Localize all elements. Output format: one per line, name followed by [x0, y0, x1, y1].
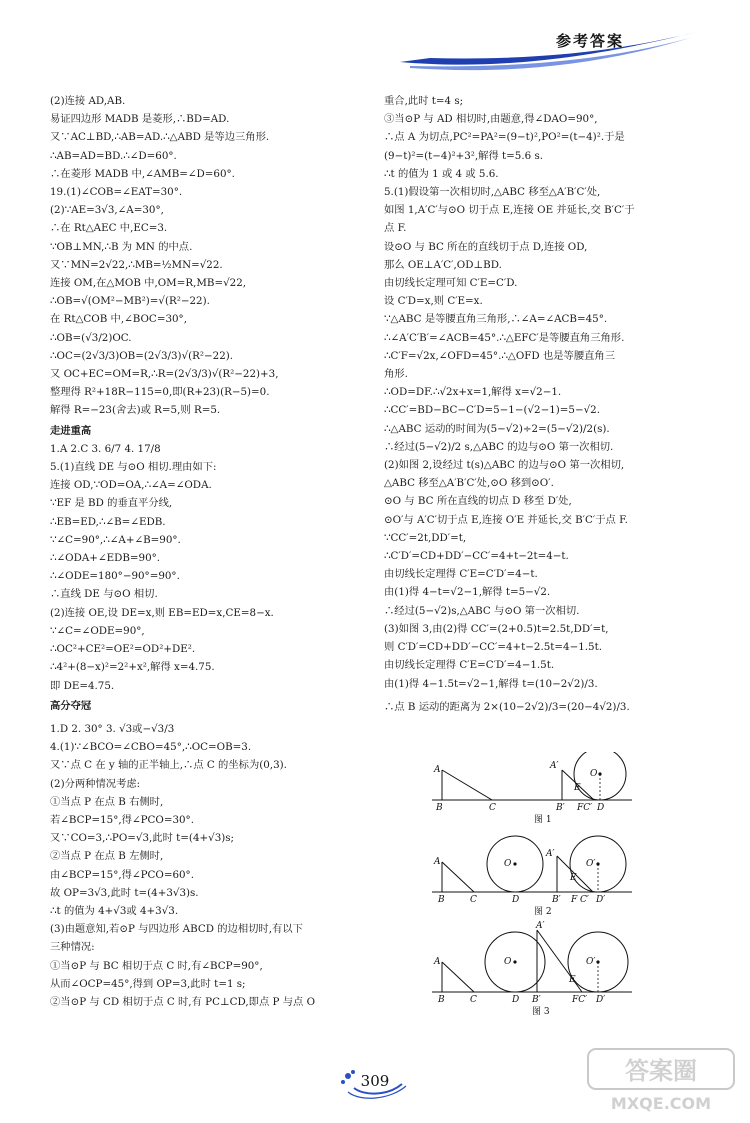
- right-text-line: ∴C′F=√2x,∠OFD=45°.∴△OFD 也是等腰直角三: [384, 349, 616, 362]
- left-text-line: ∴OC²+CE²=OE²=OD²+DE².: [50, 643, 196, 656]
- left-text-line: 故 OP=3√3,此时 t=(4+3√3)s.: [50, 886, 199, 899]
- left-text-line: ∴OB=(√3/2)OC.: [50, 331, 132, 344]
- fig1-caption: 图 1: [534, 815, 552, 825]
- right-text-line: 5.(1)假设第一次相切时,△ABC 移至△A′B′C′处,: [384, 186, 601, 199]
- fig3-label-a: A: [434, 957, 441, 967]
- watermark-bottom-text: MXQE.COM: [610, 1094, 712, 1113]
- figures-group: [432, 752, 632, 1052]
- fig3-label-d: D: [512, 995, 520, 1005]
- page-number: 309: [360, 1072, 390, 1090]
- left-text-line: 1.A 2.C 3. 6/7 4. 17/8: [50, 442, 161, 455]
- right-text-line: ∴OD=DF.∴√2x+x=1,解得 x=√2−1.: [384, 386, 562, 399]
- left-text-line: 三种情况:: [50, 941, 95, 954]
- left-text-line: ∴在菱形 MADB 中,∠AMB=∠D=60°.: [50, 167, 235, 180]
- right-text-line: (9−t)²=(t−4)²+3²,解得 t=5.6 s.: [384, 149, 544, 162]
- fig1-label-a-prime: A′: [550, 761, 559, 771]
- fig1-label-e: E: [574, 783, 581, 793]
- left-text-line: ①当⊙P 与 BC 相切于点 C 时,有∠BCP=90°,: [50, 959, 263, 972]
- left-text-line: ②当点 P 在点 B 左侧时,: [50, 850, 164, 863]
- fig1-label-o: O: [590, 769, 598, 779]
- fig2-label-o: O: [504, 859, 512, 869]
- fig1-label-c: C: [489, 803, 496, 813]
- left-text-line: 又 OC+EC=OM=R,∴R=(2√3/3)√(R²−22)+3,: [50, 368, 279, 381]
- left-text-line: 1.D 2. 30° 3. √3或−√3/3: [50, 722, 175, 735]
- left-text-line: 又∵CO=3,∴PO=√3,此时 t=(4+√3)s;: [50, 832, 235, 845]
- right-text-line: (3)如图 3,由(2)得 CC′=(2+0.5)t=2.5t,DD′=t,: [384, 622, 609, 635]
- right-text-line: ③当⊙P 与 AD 相切时,由题意,得∠DAO=90°,: [384, 113, 598, 126]
- left-text-line: (2)连接 OE,设 DE=x,则 EB=ED=x,CE=8−x.: [50, 606, 274, 619]
- left-text-line: 易证四边形 MADB 是菱形,∴BD=AD.: [50, 113, 230, 126]
- header-swoosh-decoration: [400, 28, 700, 74]
- left-text-line: 整理得 R²+18R−115=0,即(R+23)(R−5)=0.: [50, 386, 270, 399]
- fig1-label-d: D: [597, 803, 605, 813]
- left-text-line: ∴OB=√(OM²−MB²)=√(R²−22).: [50, 295, 210, 308]
- left-text-line: 又∵MN=2√22,∴MB=½MN=√22.: [50, 258, 223, 271]
- right-text-line: 角形.: [384, 368, 408, 381]
- fig2-label-c-prime: C′: [580, 895, 589, 905]
- page-number-badge: [340, 1066, 410, 1102]
- fig1-label-a: A: [434, 765, 441, 775]
- right-text-line: (2)如图 2,设经过 t(s)△ABC 的边与⊙O 第一次相切,: [384, 459, 625, 472]
- right-text-line: 重合,此时 t=4 s;: [384, 95, 464, 107]
- left-section-heading: 高分夺冠: [50, 699, 92, 712]
- left-text-line: ∵∠C=90°,∴∠A+∠B=90°.: [50, 533, 181, 546]
- right-text-line: ∴∠A′C′B′=∠ACB=45°.∴△EFC′是等腰直角三角形.: [384, 331, 625, 344]
- fig3-label-b-prime: B′: [532, 995, 541, 1005]
- fig1-label-fc: FC′: [577, 803, 593, 813]
- left-text-line: ∴OC=(2√3/3)OB=(2√3/3)√(R²−22).: [50, 349, 234, 362]
- watermark-logo: [586, 1045, 736, 1115]
- left-text-line: 从而∠OCP=45°,得到 OP=3,此时 t=1 s;: [50, 977, 246, 990]
- right-text-line: 由(1)得 4−1.5t=√2−1,解得 t=(10−2√2)/3.: [384, 677, 598, 690]
- left-text-line: 4.(1)∵∠BCO=∠CBO=45°,∴OC=OB=3.: [50, 741, 252, 754]
- right-text-line: ∴△ABC 运动的时间为(5−√2)÷2=(5−√2)/2(s).: [384, 422, 610, 435]
- figure-2: [432, 836, 632, 917]
- left-text-line: ∴∠ODA+∠EDB=90°.: [50, 552, 161, 565]
- fig3-label-fc: FC′: [572, 995, 588, 1005]
- fig3-label-e: E: [569, 975, 576, 985]
- left-text-line: 又∵AC⊥BD,∴AB=AD.∴△ABD 是等边三角形.: [50, 131, 270, 144]
- right-text-line: 由切线长定理可知 C′E=C′D.: [384, 277, 518, 290]
- left-text-line: 19.(1)∠COB=∠EAT=30°.: [50, 186, 183, 199]
- left-text-line: (2)∵AE=3√3,∠A=30°,: [50, 204, 164, 217]
- fig2-label-e: E: [570, 873, 577, 883]
- left-text-line: ∴∠ODE=180°−90°=90°.: [50, 570, 180, 583]
- right-text-line: ∵CC′=2t,DD′=t,: [384, 531, 467, 544]
- fig2-caption: 图 2: [534, 907, 552, 917]
- left-text-line: 连接 OD,∵OD=OA,∴∠A=∠ODA.: [50, 479, 212, 492]
- right-column: [384, 92, 714, 716]
- right-text-line: 如图 1,A′C′与⊙O 切于点 E,连接 OE 并延长,交 B′C′于: [384, 204, 635, 217]
- right-text-line: ∴点 B 运动的距离为 2×(10−2√2)/3=(20−4√2)/3.: [384, 700, 630, 713]
- right-text-line: 则 C′D′=CD+DD′−CC′=4+t−2.5t=4−1.5t.: [384, 641, 603, 654]
- fig2-label-f: F: [571, 895, 578, 905]
- left-text-line: ∴t 的值为 4+√3或 4+3√3.: [50, 904, 179, 917]
- fig2-label-a: A: [434, 857, 441, 867]
- figure-1: [432, 752, 632, 825]
- fig1-label-b-prime: B′: [556, 803, 565, 813]
- fig2-label-d: D: [512, 895, 520, 905]
- left-text-line: 即 DE=4.75.: [50, 679, 115, 692]
- left-text-line: ∵OB⊥MN,∴B 为 MN 的中点.: [50, 240, 193, 253]
- left-text-line: 又∵点 C 在 y 轴的正半轴上,∴点 C 的坐标为(0,3).: [50, 759, 287, 772]
- left-text-line: ∴直线 DE 与⊙O 相切.: [50, 588, 158, 601]
- left-text-line: ∴4²+(8−x)²=2²+x²,解得 x=4.75.: [50, 661, 215, 674]
- left-text-line: ∵EF 是 BD 的垂直平分线,: [50, 497, 173, 510]
- right-text-line: 由切线长定理得 C′E=C′D′=4−1.5t.: [384, 659, 555, 672]
- right-text-line: ∵△ABC 是等腰直角三角形,∴∠A=∠ACB=45°.: [384, 313, 608, 326]
- right-text-line: ∴t 的值为 1 或 4 或 5.6.: [384, 167, 499, 180]
- fig2-label-b-prime: B′: [552, 895, 561, 905]
- left-text-line: ∴AB=AD=BD.∴∠D=60°.: [50, 149, 177, 162]
- left-text-line: ∵∠C=∠ODE=90°,: [50, 624, 145, 637]
- left-text-line: ②当⊙P 与 CD 相切于点 C 时,有 PC⊥CD,即点 P 与点 O: [50, 995, 316, 1008]
- fig3-label-o: O: [504, 957, 512, 967]
- fig1-label-b: B: [436, 803, 443, 813]
- fig3-label-o-prime: O′: [586, 957, 596, 967]
- fig3-caption: 图 3: [532, 1007, 550, 1017]
- left-text-line: 由∠BCP=15°,得∠PCO=60°.: [50, 868, 194, 881]
- left-text-line: 在 Rt△COB 中,∠BOC=30°,: [50, 313, 187, 326]
- right-text-line: ∴CC′=BD−BC−C′D=5−1−(√2−1)=5−√2.: [384, 404, 600, 417]
- left-column: [50, 92, 375, 1011]
- left-text-line: 连接 OM,在△MOB 中,OM=R,MB=√22,: [50, 277, 247, 290]
- fig3-label-c: C: [470, 995, 477, 1005]
- left-text-line: 若∠BCP=15°,得∠PCO=30°.: [50, 813, 194, 826]
- left-text-line: (2)分两种情况考虑:: [50, 777, 141, 790]
- fig2-label-c: C: [470, 895, 477, 905]
- figure-3: [432, 921, 632, 1017]
- right-text-line: ∴C′D′=CD+DD′−CC′=4+t−2t=4−t.: [384, 550, 569, 563]
- right-text-line: 那么 OE⊥A′C′,OD⊥BD.: [384, 258, 502, 271]
- right-text-line: ∴经过(5−√2)/2 s,△ABC 的边与⊙O 第一次相切.: [384, 440, 614, 453]
- fig2-label-b: B: [438, 895, 445, 905]
- fig3-label-a-prime: A′: [536, 921, 545, 931]
- fig2-label-d-prime: D′: [596, 895, 606, 905]
- right-text-line: ∴点 A 为切点,PC²=PA²=(9−t)²,PO²=(t−4)².于是: [384, 131, 625, 144]
- right-text-line: 设 C′D=x,则 C′E=x.: [384, 295, 483, 308]
- left-text-line: 5.(1)直线 DE 与⊙O 相切.理由如下:: [50, 461, 217, 474]
- header-title: 参考答案: [555, 32, 624, 50]
- right-text-line: 设⊙O 与 BC 所在的直线切于点 D,连接 OD,: [384, 240, 588, 253]
- fig2-label-a-prime: A′: [546, 849, 555, 859]
- left-text-line: ∴EB=ED,∴∠B=∠EDB.: [50, 515, 166, 528]
- fig2-label-o-prime: O′: [586, 859, 596, 869]
- left-text-line: (3)由题意知,若⊙P 与四边形 ABCD 的边相切时,有以下: [50, 923, 303, 936]
- right-text-line: 由切线长定理得 C′E=C′D′=4−t.: [384, 568, 538, 581]
- right-text-line: ∴经过(5−√2)s,△ABC 与⊙O 第一次相切.: [384, 604, 580, 617]
- left-text-line: 解得 R=−23(舍去)或 R=5,则 R=5.: [50, 404, 221, 417]
- fig3-label-b: B: [438, 995, 445, 1005]
- right-text-line: 点 F.: [384, 222, 407, 235]
- left-section-heading: 走进重高: [50, 424, 92, 437]
- left-text-line: (2)连接 AD,AB.: [50, 95, 126, 107]
- watermark-top-text: 答案圈: [625, 1057, 697, 1085]
- right-text-line: 由(1)得 4−t=√2−1,解得 t=5−√2.: [384, 586, 551, 599]
- right-text-line: ⊙O′与 A′C′切于点 E,连接 O′E 并延长,交 B′C′于点 F.: [384, 513, 628, 526]
- right-text-line: △ABC 移至△A′B′C′处,⊙O 移到⊙O′.: [384, 477, 554, 490]
- right-text-line: ⊙O 与 BC 所在直线的切点 D 移至 D′处,: [384, 495, 572, 508]
- left-text-line: ①当点 P 在点 B 右侧时,: [50, 795, 164, 808]
- fig3-label-d-prime: D′: [596, 995, 606, 1005]
- left-text-line: ∴在 Rt△AEC 中,EC=3.: [50, 222, 168, 235]
